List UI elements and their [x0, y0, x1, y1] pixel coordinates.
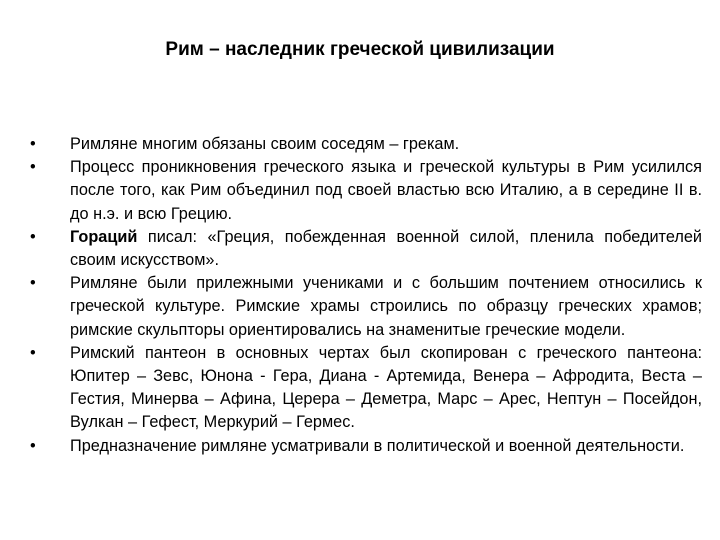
bullet-icon: • — [30, 436, 36, 455]
list-item — [30, 342, 702, 435]
bullet-icon: • — [30, 274, 36, 293]
bullet-icon: • — [30, 135, 36, 153]
list-item — [30, 156, 702, 226]
list-item — [30, 272, 702, 342]
list-item-text: Римский пантеон в основных чертах был скопирован с греческого пантеона: Юпитер – Зевс, Юнона - Гера, Диана - Артемида, Венера – Афродита, Веста – Гестия, Минерва – Афина, Церера – Деметра, Марс – Арес, Нептун – Посейдон, Вулкан – Гефест, Меркурий – Гермес. — [70, 343, 702, 432]
list-item — [30, 435, 702, 458]
list-item — [30, 133, 702, 156]
list-item-text: Процесс проникновения греческого языка и греческой культуры в Рим усилился после того, как Рим объединил под своей властью всю Италию, а в середине II в. до н.э. и всю Грецию. — [70, 158, 702, 223]
bullet-icon: • — [30, 227, 36, 246]
bullet-list — [30, 133, 702, 458]
list-item-text: Римляне были прилежными учениками и с большим почтением относились к греческой культуре. Римские храмы строились по образцу греческих храмов; римские скульпторы ориентировались на знаменитые греческие модели. — [70, 274, 702, 339]
list-item-text: писал: «Греция, побежденная военной силой, пленила победителей своим искусством». — [70, 227, 702, 270]
list-item-bold-text: Гораций — [70, 227, 138, 246]
slide-title: Рим – наследник греческой цивилизации — [165, 39, 555, 60]
list-item-text: Предназначение римляне усматривали в политической и военной деятельности. — [70, 436, 685, 455]
bullet-icon: • — [30, 343, 36, 362]
list-item-text: Римляне многим обязаны своим соседям – грекам. — [70, 135, 460, 153]
list-item — [30, 226, 702, 272]
bullet-icon: • — [30, 158, 36, 177]
